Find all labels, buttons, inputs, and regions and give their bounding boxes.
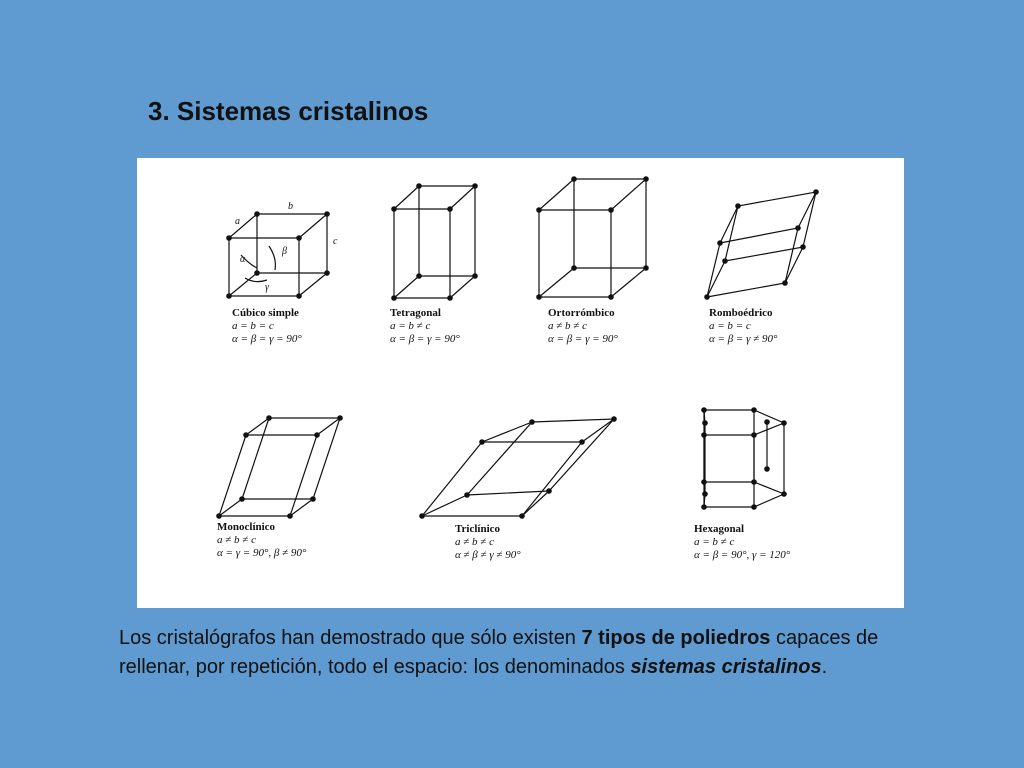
triclinic-cell	[422, 419, 614, 516]
rhombohedral-param-edges: a = b = c	[709, 320, 751, 332]
triclinic-name: Triclínico	[455, 523, 501, 535]
cubic-edge-b: b	[288, 201, 293, 212]
crystal-systems-diagram	[137, 158, 904, 608]
tetragonal-name: Tetragonal	[390, 307, 441, 319]
rhombohedral-cell	[707, 192, 816, 297]
monoclinic-param-angles: α = γ = 90°, β ≠ 90°	[217, 547, 307, 559]
cubic-angle-beta: β	[282, 246, 287, 257]
hexagonal-param-edges: a = b ≠ c	[694, 536, 735, 548]
tetragonal-cell	[394, 186, 475, 298]
cubic-param-edges: a = b = c	[232, 320, 274, 332]
body-text-after: .	[821, 656, 828, 678]
body-text-before: Los cristalógrafos han demostrado que sólo existen	[119, 627, 582, 649]
triclinic-param-edges: a ≠ b ≠ c	[455, 536, 494, 548]
monoclinic-cell	[219, 418, 340, 516]
triclinic-param-angles: α ≠ β ≠ γ ≠ 90°	[455, 549, 521, 561]
body-italic-phrase: sistemas cristalinos	[630, 656, 822, 678]
rhombohedral-name: Romboédrico	[709, 307, 773, 319]
orthorhombic-cell	[539, 179, 646, 297]
tetragonal-param-edges: a = b ≠ c	[390, 320, 431, 332]
slide-title: 3. Sistemas cristalinos	[148, 96, 429, 126]
hexagonal-cell	[704, 410, 784, 507]
monoclinic-param-edges: a ≠ b ≠ c	[217, 534, 256, 546]
rhombohedral-param-angles: α = β = γ ≠ 90°	[709, 333, 778, 345]
cubic-edge-a: a	[235, 216, 240, 227]
cubic-angle-alpha: α	[240, 254, 246, 265]
orthorhombic-param-edges: a ≠ b ≠ c	[548, 320, 587, 332]
body-paragraph	[119, 624, 879, 682]
body-text-middle: capaces de rellenar, por repetición, todo el espacio: los denominados	[119, 627, 879, 678]
hexagonal-param-angles: α = β = 90°, γ = 120°	[694, 549, 791, 561]
cubic-name: Cúbico simple	[232, 307, 299, 319]
hexagonal-name: Hexagonal	[694, 523, 745, 535]
cubic-angle-gamma: γ	[265, 282, 269, 293]
body-bold-phrase: 7 tipos de poliedros	[581, 627, 771, 649]
orthorhombic-param-angles: α = β = γ = 90°	[548, 333, 618, 345]
crystal-systems-figure	[137, 158, 904, 608]
cubic-param-angles: α = β = γ = 90°	[232, 333, 302, 345]
tetragonal-param-angles: α = β = γ = 90°	[390, 333, 460, 345]
monoclinic-name: Monoclínico	[217, 521, 276, 533]
orthorhombic-name: Ortorrómbico	[548, 307, 615, 319]
cubic-edge-c: c	[333, 236, 338, 247]
